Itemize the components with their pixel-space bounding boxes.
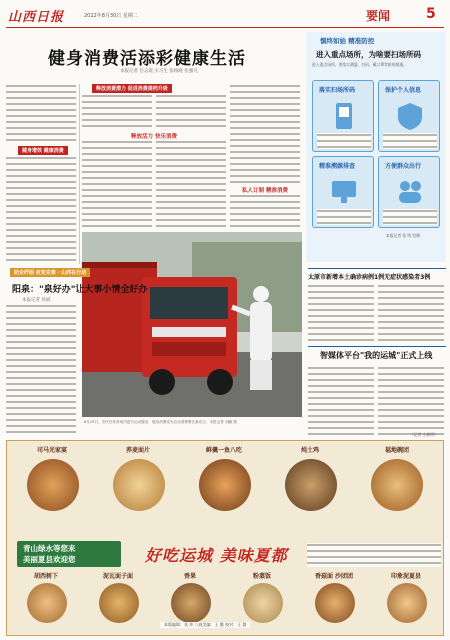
left-tag: 助企纾困 应变克难 · 山西在行动 [10,268,90,277]
subhead-mid: 释放消费潜力 促进消费提档升级 [92,84,172,93]
left-article-byline: 本报记者 孙斌 [22,298,51,303]
food-label-1: 司马光家宴 [36,447,67,454]
food-photo-10 [315,583,355,623]
news2-title: 智媒体平台"我的运城"正式上线 [320,351,433,360]
people-icon [395,177,425,207]
left-article-col1 [6,304,76,434]
right-title: 进入重点场所，为啥要扫场所码 [316,50,421,59]
food-photo-7 [99,583,139,623]
news2-credit: （记者 左新明） [410,432,438,437]
staff-credits: 本版编辑：张 冲 八视美编：王 勤 校对：王 磐 [160,622,250,628]
food-photo-11 [387,583,427,623]
food-label-10: 香菇面 沙团团 [314,573,354,580]
article-text-col3b [156,140,226,230]
section-name: 要闻 [366,9,391,23]
news1-col1 [308,284,374,342]
subhead-mid3: 私人订制 精准消费 [242,188,288,194]
right-tag: 慎终如始 精准防控 [320,37,375,45]
article-text-col4b [230,194,300,230]
food-item-7 [85,571,151,633]
food-photo-8 [171,583,211,623]
right-panel [306,32,446,262]
tile-2 [378,80,440,152]
dateline: 2022年8月30日 星期二 [84,13,138,19]
food-label-11: 印象泥夏县 [390,573,421,580]
monitor-icon [329,177,359,207]
news2-col1 [308,366,374,436]
food-photo-2 [113,459,165,511]
column-divider [79,84,80,264]
ad-line2: 美丽夏县欢迎您 [23,555,76,564]
tile-4-title: 方便群众出行 [385,163,422,170]
tile-4 [378,156,440,228]
tile-3-text [317,209,371,225]
tile-1-text [317,133,371,149]
page-number: 5 [426,6,436,22]
food-photo-4 [285,459,337,511]
food-label-6: 胡西树下 [33,573,58,580]
food-item-2 [99,445,177,537]
food-item-10 [301,571,367,633]
truck-photo-illustration [82,232,302,417]
tiles-credit: 本报记者 张 明 绘制 [386,233,420,238]
main-byline: 本报记者 任志霞 实习生 张杨晓 张强凡 [120,69,198,74]
tile-1-title: 落实扫场所码 [319,87,356,94]
shield-icon [395,101,425,131]
food-photo-1 [27,459,79,511]
tile-2-text [383,133,437,149]
article-text-col4a [230,84,300,184]
food-label-7: 泥瓦面子面 [102,573,133,580]
food-item-3 [185,445,263,537]
left-article-title: 阳泉："泉好办"让大事小情全好办 [12,285,148,295]
food-item-4 [271,445,349,537]
ad-banner [6,440,444,636]
food-item-6 [13,571,79,633]
food-item-1 [13,445,91,537]
article-text-col1a [6,84,76,144]
food-item-11 [373,571,439,633]
right-divider-2 [308,346,446,347]
food-photo-3 [199,459,251,511]
subhead-left: 健身增效 健康消费 [18,146,68,155]
food-label-5: 福地碗团 [384,447,409,454]
food-label-9: 粉蒸饭 [252,573,271,580]
ad-slogan: 好吃运城 美味夏都 [145,546,288,565]
right-intro: 进入重点场所，要落实测温、扫码、戴口罩等防疫措施。 [312,62,407,67]
ad-description [307,543,441,567]
photo-caption: 8月29日，市民在体育场内进行运动健身，健身消费成为拉动消费增长新亮点。本报记者 刘鹏 摄 [84,420,237,424]
main-headline: 健身消费活添彩健康生活 [48,49,246,69]
article-text-col3a [156,94,226,130]
newspaper-logo: 山西日报 [8,10,65,25]
article-photo [82,232,302,417]
news2-col2 [378,366,444,436]
food-row-top [7,441,445,541]
ad-green-badge [17,541,121,567]
article-text-col1b [6,156,76,264]
phone-scan-icon [329,101,359,131]
food-label-3: 鲜羹一鱼八吃 [205,447,242,454]
food-photo-6 [27,583,67,623]
news1-title: 太原市新增本土确诊病例1例无症状感染者3例 [308,274,431,281]
masthead [6,4,444,28]
article-text-col2a [82,94,152,130]
article-text-col2b [82,140,152,230]
right-divider [308,268,446,269]
food-label-2: 荞麦面片 [125,447,150,454]
ad-line1: 青山绿水等您来 [23,544,76,553]
tile-3-title: 精准溯源排查 [319,163,356,170]
food-photo-5 [371,459,423,511]
news1-col2 [378,284,444,342]
tile-2-title: 保护个人信息 [385,87,422,94]
tile-4-text [383,209,437,225]
food-label-4: 炖土鸡 [300,447,319,454]
tile-1 [312,80,374,152]
food-photo-9 [243,583,283,623]
tile-3 [312,156,374,228]
food-item-5 [357,445,437,537]
food-label-8: 香果 [183,573,196,580]
subhead-mid2: 释放活力 快乐消费 [131,134,177,140]
